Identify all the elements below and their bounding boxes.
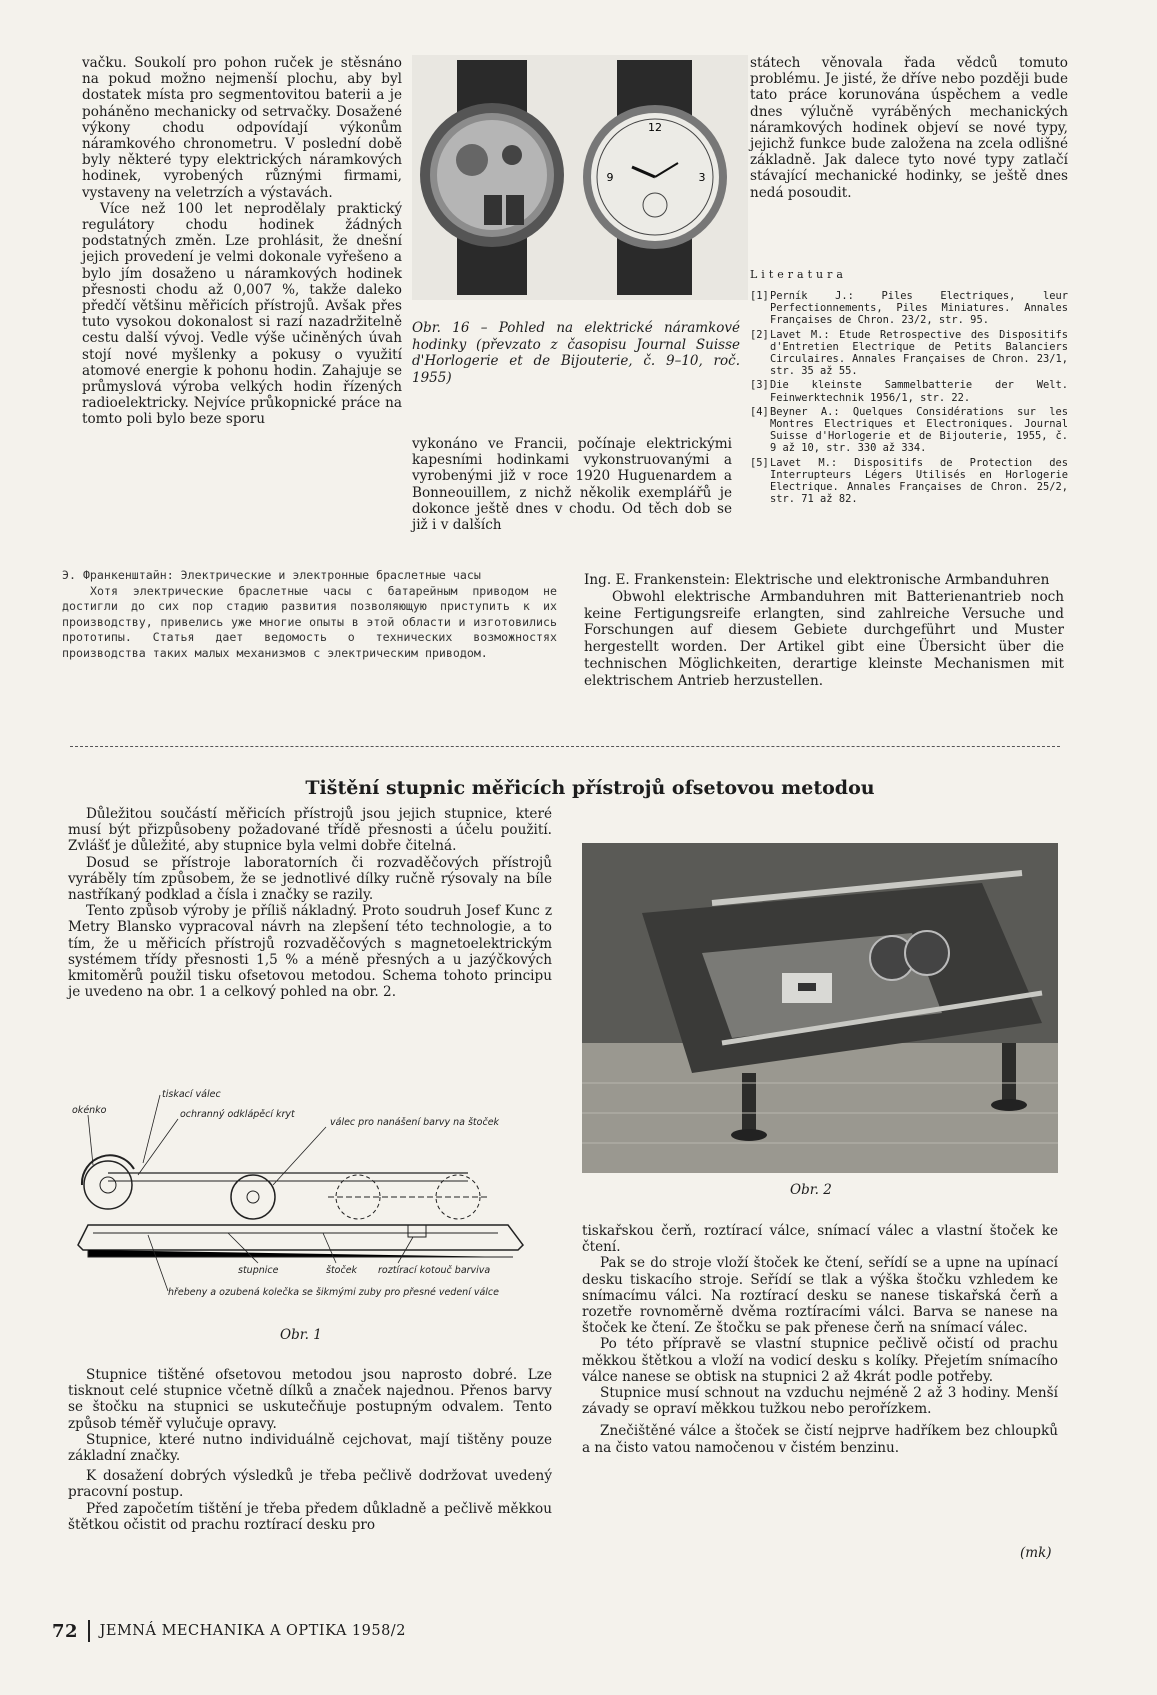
paragraph: Důležitou součástí měřicích přístrojů jsou jejich stupnice, které musí být přizpůsobeny požadované třídě přesnosti a účelu použití. Zvlášť je důležité, aby stupnice byla velmi dobře čitelná. xyxy=(68,806,552,855)
svg-text:3: 3 xyxy=(698,171,706,184)
article-left-bottom xyxy=(68,1367,552,1533)
reference-number: [1] xyxy=(750,290,769,302)
diagram-label-hrebeny: hřebeny a ozubená kolečka se šikmými zuby pro přesné vedení válce xyxy=(168,1287,500,1298)
abstract-text: Хотя электрические браслетные часы с батарейным приводом не достигли до сих пор стадию развития позволяющую приступить к их производству, привелись уже многие опыты в этой области и изготовились прототипы. Статья дает ведомость о технических возможностях производства таких малых механизмов с электрическим приводом. xyxy=(62,583,557,660)
article-title: Tištění stupnic měřicích přístrojů ofsetovou metodou xyxy=(305,777,875,799)
reference-item xyxy=(750,290,1068,327)
literature-heading: Literatura xyxy=(750,268,847,281)
paragraph: Tento způsob výroby je příliš nákladný. Proto soudruh Josef Kunc z Metry Blansko vypracoval návrh na zlepšení této technologie, a to tím, že u měřicích přístrojů rozvaděčových s magnetoelektrickým systémem třídy přesnosti 1,5 % a méně přesných a u jazýčkových kmitoměrů použil tisku ofsetovou metodou. Schema tohoto principu je uvedeno na obr. 1 a celkový pohled na obr. 2. xyxy=(68,903,552,1001)
reference-item xyxy=(750,406,1068,455)
paragraph: vačku. Soukolí pro pohon ruček je stěsnáno na pokud možno nejmenší plochu, aby byl dostatek místa pro segmentovitou baterii a je poháněno mechanicky od setrvačky. Dosažené výkony chodu odpovídají výkonům náramkového chronometru. V poslední době byly některé typy elektrických náramkových hodinek, vyrobených různými firmami, vystaveny na veletrzích a výstavách. xyxy=(82,55,402,201)
reference-number: [4] xyxy=(750,405,769,418)
reference-text: Die kleinste Sammelbatterie der Welt. Feinwerktechnik 1956/1, str. 22. xyxy=(770,379,1068,404)
diagram-label-okenko: okénko xyxy=(72,1105,107,1116)
svg-text:9: 9 xyxy=(606,171,614,184)
article-right-bottom xyxy=(582,1223,1058,1456)
paragraph: Dosud se přístroje laboratorních či rozvaděčových přístrojů vyráběly tím způsobem, že se jednotlivé dílky ručně rýsovaly na bíle nastříkaný podklad a čísla i značky se razily. xyxy=(68,854,552,904)
paragraph: Stupnice, které nutno individuálně cejchovat, mají tištěny pouze základní značky. xyxy=(68,1431,552,1465)
footer-divider xyxy=(88,1620,90,1642)
reference-number: [5] xyxy=(750,456,769,469)
article-left-top xyxy=(68,806,552,1000)
top-right-column xyxy=(750,55,1068,201)
figure-1-diagram xyxy=(68,1085,558,1315)
reference-item xyxy=(750,329,1068,378)
top-middle-column xyxy=(412,436,732,533)
top-left-column xyxy=(82,55,402,428)
paragraph: státech věnovala řada vědců tomuto problému. Je jisté, že dříve nebo později bude tato práce korunována úspěchem a vedle dnes výlučně vyráběných mechanických náramkových hodinek objeví se nové typy, jejichž funkce bude založena na zcela odlišné základně. Jak dalece tyto nové typy zatlačí stávající mechanické hodinky, se ještě dnes nedá posoudit. xyxy=(750,55,1068,201)
section-divider xyxy=(70,746,1060,747)
paragraph: Znečištěné válce a štoček se čistí nejprve hadříkem bez chloupků a na čisto vatou namočenou v čistém benzinu. xyxy=(582,1423,1058,1456)
paragraph: tiskařskou čerň, roztírací válce, snímací válec a vlastní štoček ke čtení. xyxy=(582,1223,1058,1256)
reference-item xyxy=(750,379,1068,403)
abstract-text: Obwohl elektrische Armbanduhren mit Batterienantrieb noch keine Fertigungsreife erlangten, sind zahlreiche Versuche und Forschungen auf diesem Gebiete durchgeführt und Muster hergestellt worden. Der Artikel gibt eine Übersicht über die technischen Möglichkeiten, derartige kleinste Mechanismen mit elektrischem Antrieb herzustellen. xyxy=(584,588,1064,689)
journal-name: JEMNÁ MECHANIKA A OPTIKA 1958/2 xyxy=(99,1623,406,1639)
machine-photo xyxy=(582,843,1058,1173)
watch-photo xyxy=(412,55,748,300)
reference-number: [3] xyxy=(750,379,769,392)
diagram-label-valec-barvy: válec pro nanášení barvy na štoček xyxy=(330,1117,500,1128)
reference-text: Lavet M.: Etude Retrospective des Dispositifs d'Entretien Electrique de Petits Balanciers Circulaires. Annales Françaises de Chron. 23/1, str. 35 až 55. xyxy=(770,328,1068,378)
svg-text:12: 12 xyxy=(648,121,662,134)
diagram-label-stocek: štoček xyxy=(326,1265,358,1276)
figure-2-caption: Obr. 2 xyxy=(790,1182,832,1198)
paragraph: vykonáno ve Francii, počínaje elektrickými kapesními hodinkami vykonstruovanými a vyrobenými již v roce 1920 Huguenardem a Bonneouillem, z nichž několik exemplářů je dokonce ještě dnes v chodu. Od těch dob se již i v dalších xyxy=(412,436,732,534)
article-signature: (mk) xyxy=(1020,1545,1052,1561)
references-list xyxy=(750,290,1068,507)
paragraph: Před započetím tištění je třeba předem důkladně a pečlivě měkkou štětkou očistit od prachu roztírací desku pro xyxy=(68,1500,552,1533)
paragraph: Pak se do stroje vloží štoček ke čtení, seřídí se a upne na upínací desku tiskacího stroje. Seřídí se tlak a výška štočku vzhledem ke snímacímu válci. Na roztírací desku se nanese tiskařská čerň a rozetře rovnoměrně dvěma roztíracími válci. Barva se nanese na štoček ke čtení. Ze štočku se pak přenese čerň na snímací válec. xyxy=(582,1255,1058,1337)
page-footer xyxy=(52,1620,406,1642)
diagram-label-kryt: ochranný odklápěcí kryt xyxy=(180,1109,295,1120)
paragraph: Stupnice musí schnout na vzduchu nejméně 2 až 3 hodiny. Menší závady se opraví měkkou tužkou nebo perořízkem. xyxy=(582,1385,1058,1418)
reference-item xyxy=(750,457,1068,506)
figure-1-caption: Obr. 1 xyxy=(280,1327,322,1343)
reference-text: Lavet M.: Dispositifs de Protection des Interrupteurs Légers Utilisés en Horlogerie Electrique. Annales Françaises de Chron. 25/2, str. 71 až 82. xyxy=(770,456,1068,506)
page-number: 72 xyxy=(52,1620,79,1642)
paragraph: Po této přípravě se vlastní stupnice pečlivě očistí od prachu měkkou štětkou a vloží na vodicí desku s kolíky. Přejetím snímacího válce nanese se obtisk na stupnici 2 až 4krát podle potřeby. xyxy=(582,1336,1058,1385)
paragraph: K dosažení dobrých výsledků je třeba pečlivě dodržovat uvedený pracovní postup. xyxy=(68,1468,552,1501)
diagram-label-tiskaci-valec: tiskací válec xyxy=(162,1089,221,1100)
reference-text: Beyner A.: Quelques Considérations sur les Montres Electriques et Electroniques. Journal Suisse d'Horlogerie et de Bijouterie, 1955, č. 9 až 10, str. 330 až 334. xyxy=(770,405,1068,455)
paragraph: Více než 100 let neprodělaly praktický regulátory chodu hodinek žádných podstatných změn. Lze prohlásit, že dnešní jejich provedení je velmi dokonale vyřešeno a bylo jím dosaženo u náramkových hodinek přesnosti chodu až 0,007 %, takže daleko předčí většinu měřicích přístrojů. Avšak přes tuto vysokou dokonalost si razí nazadržitelně cestu další vývoj. Vedle výše učiněných úvah stojí nové myšlenky a pokusy o využití atomové energie k pohonu hodin. Zahajuje se průmyslová výroba velkých hodin řízených radioelektricky. Nejvíce průkopnické práce na tomto poli bylo beze sporu xyxy=(82,200,402,428)
abstract-russian xyxy=(62,568,557,662)
paragraph: Stupnice tištěné ofsetovou metodou jsou naprosto dobré. Lze tisknout celé stupnice včetně dílků a značek najednou. Přenos barvy se štočku na stupnici se uskutečňuje postupným odvalem. Tento způsob téměř vylučuje opravy. xyxy=(68,1367,552,1432)
diagram-label-stupnice: stupnice xyxy=(238,1265,279,1276)
figure-16-caption: Obr. 16 – Pohled na elektrické náramkové hodinky (převzato z časopisu Journal Suisse d'Horlogerie et de Bijouterie, č. 9–10, roč. 1955) xyxy=(412,320,740,386)
reference-number: [2] xyxy=(750,328,769,341)
abstract-title: Ing. E. Frankenstein: Elektrische und elektronische Armbanduhren xyxy=(584,572,1050,588)
diagram-label-kotouc: roztírací kotouč barviva xyxy=(378,1265,491,1276)
abstract-german xyxy=(584,572,1064,690)
reference-text: Perník J.: Piles Electriques, leur Perfectionnements, Piles Miniatures. Annales Françaises de Chron. 23/2, str. 95. xyxy=(770,290,1068,327)
abstract-title: Э. Франкенштайн: Электрические и электронные браслетные часы xyxy=(62,568,481,582)
